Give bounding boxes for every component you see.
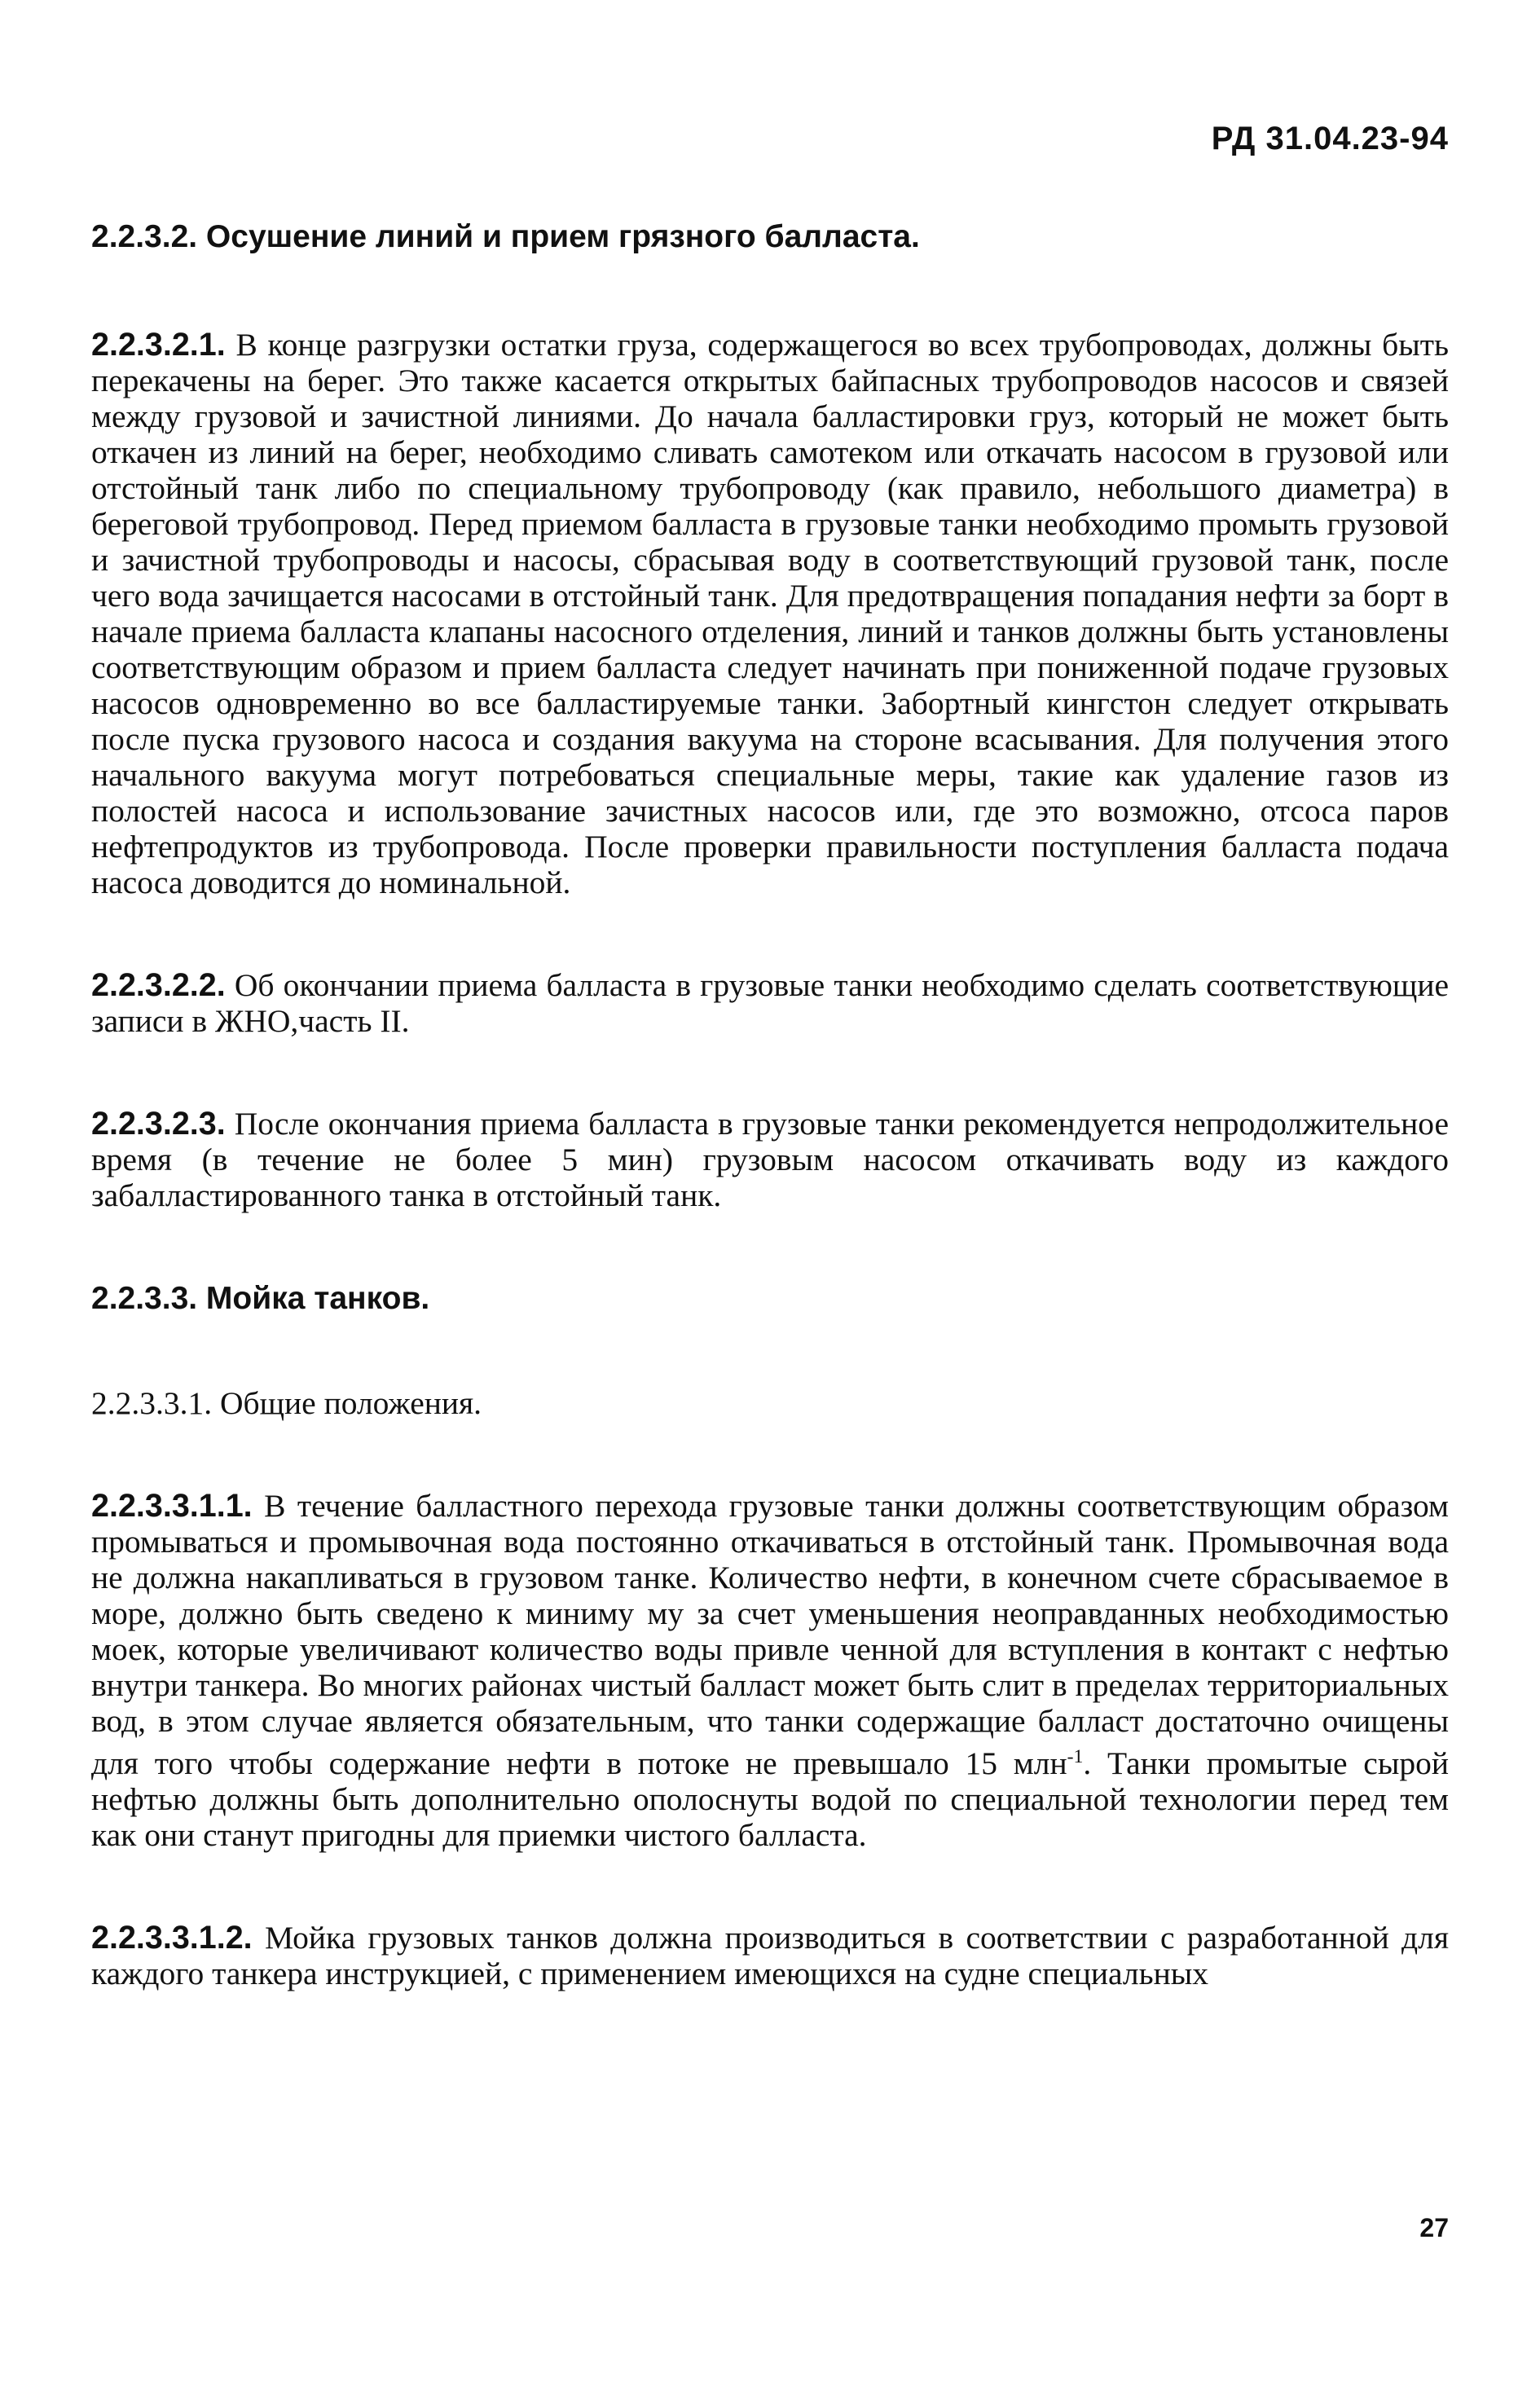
paragraph-text: В конце разгрузки остатки груза, содержащегося во всех трубопроводах, должны быть перекачены на берег. Это также касается открытых байпасных трубопроводов насосов и связей между грузовой и зачистной линиями. До начала балластировки груз, который не может быть откачен из линий на берег, необходимо сливать самотеком или откачать насосом в грузовой или отстойный танк либо по специальному трубопроводу (как правило, небольшого диаметра) в береговой трубопровод. Перед приемом балласта в грузовые танки необходимо промыть грузовой и зачистной трубопроводы и насосы, сбрасывая воду в соответствующий грузовой танк, после чего вода зачищается насосами в отстойный танк. Для предотвращения попадания нефти за борт в начале приема балласта клапаны насосного отделения, линий и танков должны быть установлены соответствующим образом и прием балласта следует начинать при пониженной подаче грузовых насосов одновременно во все балластируемые танки. Забортный кингстон следует открывать после пуска грузового насоса и создания вакуума на стороне всасывания. Для получения этого начального вакуума могут потребоваться специальные меры, такие как удаление газов из полостей насоса и использование зачистных насосов или, где это возможно, отсоса паров нефтепродуктов из трубопровода. После проверки правильности поступления балласта подача насоса доводится до номинальной. [91, 326, 1450, 900]
superscript: -1 [1067, 1745, 1084, 1767]
spacer [91, 1318, 1449, 1385]
spacer [91, 900, 1449, 967]
paragraph-text: Об окончании приема балласта в грузовые танки необходимо сделать соответствующие записи в ЖНО,часть II. [91, 966, 1450, 1039]
section-heading-2232: 2.2.3.2. Осушение линий и прием грязного балласта. [91, 219, 920, 254]
section-heading-2233: 2.2.3.3. Мойка танков. [91, 1280, 430, 1316]
paragraph-223312 [91, 1920, 1449, 1991]
paragraph-text-continued: . Танки промытые сырой нефтью должны быть дополнительно ополоснуты водой по специальной технологии перед тем как они станут пригодны для приемки чистого балласта. [91, 1745, 1449, 1853]
spacer [91, 1421, 1449, 1488]
document-body [91, 218, 1449, 1991]
paragraph-number: 2.2.3.3.1.2. [91, 1919, 253, 1956]
paragraph-text: После окончания приема балласта в грузовые танки рекомендуется непродолжительное время (в течение не более 5 мин) грузовым насосом откачивать воду из каждого забалластированного танка в отстойный танк. [91, 1105, 1449, 1213]
spacer [91, 1213, 1449, 1280]
paragraph-22321 [91, 327, 1449, 900]
paragraph-number: 2.2.3.2.2. [91, 966, 226, 1003]
paragraph-22323 [91, 1106, 1449, 1213]
subsection-heading-22331: 2.2.3.3.1. Общие положения. [91, 1384, 482, 1421]
spacer [91, 257, 1449, 327]
paragraph-text: В течение балластного перехода грузовые танки должны соответствующим образом промываться и промывочная вода постоянно откачиваться в отстойный танк. Промывочная вода не должна накапливаться в грузовом танке. Количество нефти, в конечном счете сбрасываемое в море, должно быть сведено к миниму му за счет уменьшения неоправданных необходимостью моек, которые увеличивают количество воды привле ченной для вступления в контакт с нефтью внутри танкера. Во многих районах чистый балласт может быть слит в пределах территориальных вод, в этом случае является обязательным, что танки содержащие балласт достаточно очищены для того чтобы содержание нефти в потоке не превышало 15 млн [91, 1487, 1450, 1781]
paragraph-number: 2.2.3.2.1. [91, 326, 226, 363]
document-code: РД 31.04.23-94 [1211, 121, 1449, 156]
spacer [91, 1853, 1449, 1920]
paragraph-223311 [91, 1488, 1449, 1853]
page-number: 27 [1419, 2213, 1449, 2242]
paragraph-number: 2.2.3.3.1.1. [91, 1487, 253, 1524]
paragraph-number: 2.2.3.2.3. [91, 1105, 226, 1142]
paragraph-22322 [91, 967, 1449, 1039]
paragraph-text: Мойка грузовых танков должна производиться в соответствии с разработанной для каждого танкера инструкцией, с применением имеющихся на судне специальных [91, 1919, 1450, 1991]
spacer [91, 1039, 1449, 1106]
